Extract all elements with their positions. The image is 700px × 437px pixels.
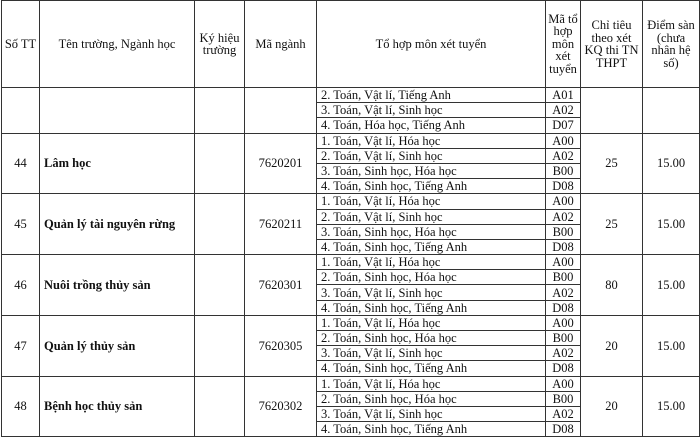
combo-code-cell: D08 [546,179,581,194]
table-row [2,315,700,330]
cell-major-code: 7620201 [245,133,317,194]
combo-cell: 4. Toán, Sinh học, Tiếng Anh [317,239,546,254]
combo-cell: 4. Toán, Sinh học, Tiếng Anh [317,422,546,437]
combo-code-cell: D08 [546,361,581,376]
cell-quota: 25 [581,133,643,194]
cell-quota: 20 [581,315,643,376]
cell-min-score: 15.00 [643,315,700,376]
table-row [2,133,700,148]
cell-quota: 80 [581,255,643,316]
table-body [2,88,700,437]
cell-min-score: 15.00 [643,376,700,437]
cell-quota [581,88,643,134]
combo-code-cell: D08 [546,422,581,437]
cell-min-score [643,88,700,134]
combo-code-cell: D08 [546,239,581,254]
combo-code-cell: A01 [546,88,581,103]
header-row [2,1,700,88]
combo-cell: 1. Toán, Vật lí, Hóa học [317,194,546,209]
cell-school-code [195,255,245,316]
header-stt: Số TT [2,1,40,88]
cell-quota: 25 [581,194,643,255]
combo-cell: 3. Toán, Vật lí, Sinh học [317,103,546,118]
cell-program-name: Lâm học [40,133,195,194]
combo-code-cell: A00 [546,315,581,330]
cell-program-name: Quản lý tài nguyên rừng [40,194,195,255]
cell-major-code: 7620302 [245,376,317,437]
header-school-code: Ký hiệu trường [195,1,245,88]
cell-min-score: 15.00 [643,255,700,316]
combo-cell: 3. Toán, Sinh học, Hóa học [317,163,546,178]
combo-code-cell: A02 [546,148,581,163]
cell-program-name: Quản lý thủy sản [40,315,195,376]
cell-stt: 46 [2,255,40,316]
combo-cell: 2. Toán, Vật lí, Sinh học [317,209,546,224]
combo-cell: 2. Toán, Sinh học, Hóa học [317,391,546,406]
combo-code-cell: A00 [546,255,581,270]
header-combo-code: Mã tổ hợp môn xét tuyển [546,1,581,88]
combo-code-cell: B00 [546,331,581,346]
combo-code-cell: A02 [546,103,581,118]
combo-code-cell: B00 [546,270,581,285]
cell-name [40,88,195,134]
cell-stt: 45 [2,194,40,255]
cell-school-code [195,88,245,134]
admission-table [1,0,700,437]
cell-stt: 44 [2,133,40,194]
table-row [2,88,700,103]
combo-cell: 1. Toán, Vật lí, Hóa học [317,376,546,391]
combo-cell: 4. Toán, Sinh học, Tiếng Anh [317,300,546,315]
combo-code-cell: B00 [546,391,581,406]
header-name: Tên trường, Ngành học [40,1,195,88]
combo-cell: 1. Toán, Vật lí, Hóa học [317,255,546,270]
cell-major-code [245,88,317,134]
combo-code-cell: A00 [546,376,581,391]
combo-cell: 3. Toán, Vật lí, Sinh học [317,406,546,421]
combo-cell: 2. Toán, Vật lí, Tiếng Anh [317,88,546,103]
cell-stt: 47 [2,315,40,376]
combo-cell: 2. Toán, Sinh học, Hóa học [317,270,546,285]
combo-code-cell: A02 [546,406,581,421]
cell-min-score: 15.00 [643,194,700,255]
combo-cell: 3. Toán, Sinh học, Hóa học [317,224,546,239]
combo-cell: 2. Toán, Vật lí, Sinh học [317,148,546,163]
combo-cell: 4. Toán, Hóa học, Tiếng Anh [317,118,546,133]
cell-stt [2,88,40,134]
cell-school-code [195,315,245,376]
combo-code-cell: A02 [546,209,581,224]
cell-min-score: 15.00 [643,133,700,194]
combo-cell: 3. Toán, Vật lí, Sinh học [317,346,546,361]
table-row [2,376,700,391]
cell-school-code [195,376,245,437]
combo-code-cell: A02 [546,346,581,361]
header-min-score: Điểm sàn (chưa nhân hệ số) [643,1,700,88]
cell-program-name: Nuôi trồng thủy sản [40,255,195,316]
combo-code-cell: D08 [546,300,581,315]
header-major-code: Mã ngành [245,1,317,88]
combo-code-cell: B00 [546,163,581,178]
combo-cell: 1. Toán, Vật lí, Hóa học [317,133,546,148]
cell-major-code: 7620301 [245,255,317,316]
cell-stt: 48 [2,376,40,437]
combo-code-cell: A00 [546,194,581,209]
cell-school-code [195,194,245,255]
cell-major-code: 7620305 [245,315,317,376]
combo-code-cell: D07 [546,118,581,133]
combo-cell: 4. Toán, Sinh học, Tiếng Anh [317,179,546,194]
header-subject-combo: Tổ hợp môn xét tuyển [317,1,546,88]
combo-code-cell: B00 [546,224,581,239]
combo-cell: 2. Toán, Sinh học, Hóa học [317,331,546,346]
combo-code-cell: A02 [546,285,581,300]
table-row [2,194,700,209]
cell-school-code [195,133,245,194]
combo-code-cell: A00 [546,133,581,148]
cell-program-name: Bệnh học thủy sản [40,376,195,437]
combo-cell: 3. Toán, Vật lí, Sinh học [317,285,546,300]
header-quota: Chỉ tiêu theo xét KQ thi TN THPT [581,1,643,88]
cell-major-code: 7620211 [245,194,317,255]
combo-cell: 1. Toán, Vật lí, Hóa học [317,315,546,330]
combo-cell: 4. Toán, Sinh học, Tiếng Anh [317,361,546,376]
cell-quota: 20 [581,376,643,437]
table-row [2,255,700,270]
